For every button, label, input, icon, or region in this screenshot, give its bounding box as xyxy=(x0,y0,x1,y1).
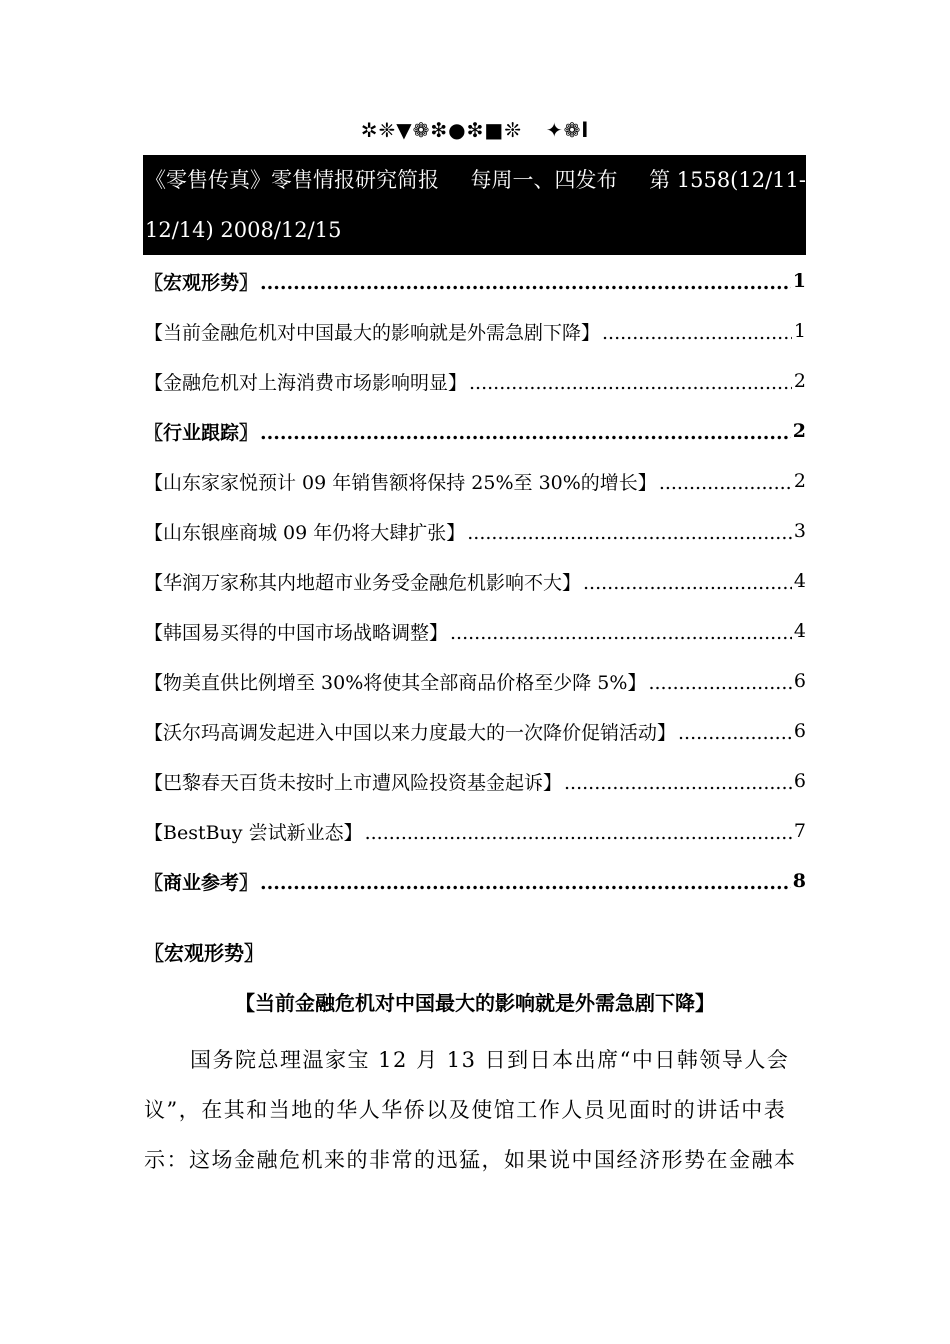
toc-entry-page: 4 xyxy=(793,570,806,592)
toc-entry[interactable] xyxy=(144,706,806,756)
toc-entry-page: 2 xyxy=(793,470,806,492)
banner-line-1 xyxy=(145,155,806,205)
article-title: 【当前金融危机对中国最大的影响就是外需急剧下降】 xyxy=(235,991,715,1015)
toc-entry[interactable] xyxy=(144,856,806,906)
toc-entry-label: 【巴黎春天百货未按时上市遭风险投资基金起诉】 xyxy=(144,771,563,794)
toc-entry-label: 【山东银座商城 09 年仍将大肆扩张】 xyxy=(144,521,466,544)
toc-entry-label: 【沃尔玛高调发起进入中国以来力度最大的一次降价促销活动】 xyxy=(144,721,677,744)
toc-entry[interactable] xyxy=(144,456,806,506)
issue-number: 第 1558(12/11- xyxy=(649,168,806,192)
toc-leader-dots xyxy=(583,572,792,594)
toc-entry[interactable] xyxy=(144,356,806,406)
toc-entry-label: 〖宏观形势〗 xyxy=(144,271,259,294)
toc-entry[interactable] xyxy=(144,756,806,806)
publication-frequency: 每周一、四发布 xyxy=(470,168,618,192)
toc-entry-label: 【当前金融危机对中国最大的影响就是外需急剧下降】 xyxy=(144,321,601,344)
banner-line-2 xyxy=(145,205,806,255)
body-line: 国务院总理温家宝 12 月 13 日到日本出席“中日韩领导人会 xyxy=(190,1048,790,1072)
toc-leader-dots xyxy=(260,872,791,894)
toc-entry[interactable] xyxy=(144,256,806,306)
toc-entry-page: 4 xyxy=(793,620,806,642)
toc-entry[interactable] xyxy=(144,606,806,656)
toc-entry[interactable] xyxy=(144,656,806,706)
toc-leader-dots xyxy=(450,622,792,644)
table-of-contents xyxy=(144,256,806,906)
toc-leader-dots xyxy=(678,722,792,744)
toc-entry-label: 〖行业跟踪〗 xyxy=(144,421,259,444)
toc-entry[interactable] xyxy=(144,806,806,856)
toc-entry-label: 【物美直供比例增至 30%将使其全部商品价格至少降 5%】 xyxy=(144,671,647,694)
toc-entry-page: 2 xyxy=(793,370,806,392)
toc-leader-dots xyxy=(648,672,791,694)
toc-leader-dots xyxy=(260,422,791,444)
article-body xyxy=(144,1035,806,1185)
section-heading: 〖宏观形势〗 xyxy=(144,941,264,965)
toc-entry-page: 1 xyxy=(792,270,806,292)
publication-banner xyxy=(143,155,806,255)
issue-date: 12/14) 2008/12/15 xyxy=(145,218,342,242)
toc-entry-page: 6 xyxy=(793,670,806,692)
toc-entry-page: 8 xyxy=(792,870,806,892)
header-symbols: ✲❈▼❁❇●❇■❊ ✦❁l xyxy=(360,118,590,142)
toc-leader-dots xyxy=(564,772,792,794)
toc-leader-dots xyxy=(365,822,792,844)
toc-entry-label: 〖商业参考〗 xyxy=(144,871,259,894)
toc-entry[interactable] xyxy=(144,506,806,556)
toc-entry[interactable] xyxy=(144,306,806,356)
toc-leader-dots xyxy=(659,472,792,494)
toc-entry-page: 6 xyxy=(793,720,806,742)
toc-leader-dots xyxy=(602,322,792,344)
toc-entry-page: 3 xyxy=(793,520,806,542)
toc-entry-page: 2 xyxy=(792,420,806,442)
toc-entry-page: 6 xyxy=(793,770,806,792)
toc-entry-label: 【韩国易买得的中国市场战略调整】 xyxy=(144,621,449,644)
toc-leader-dots xyxy=(467,522,792,544)
toc-entry-label: 【山东家家悦预计 09 年销售额将保持 25%至 30%的增长】 xyxy=(144,471,657,494)
toc-leader-dots xyxy=(469,372,792,394)
publication-name: 《零售传真》零售情报研究简报 xyxy=(145,168,439,192)
toc-entry-label: 【金融危机对上海消费市场影响明显】 xyxy=(144,371,468,394)
toc-entry[interactable] xyxy=(144,406,806,456)
toc-entry-label: 【BestBuy 尝试新业态】 xyxy=(144,821,363,844)
toc-entry-page: 1 xyxy=(793,320,806,342)
toc-leader-dots xyxy=(260,272,791,294)
toc-entry-label: 【华润万家称其内地超市业务受金融危机影响不大】 xyxy=(144,571,582,594)
toc-entry-page: 7 xyxy=(793,820,806,842)
body-line: 议”，在其和当地的华人华侨以及使馆工作人员见面时的讲话中表 xyxy=(144,1098,787,1122)
toc-entry[interactable] xyxy=(144,556,806,606)
body-line: 示：这场金融危机来的非常的迅猛，如果说中国经济形势在金融本 xyxy=(144,1148,797,1172)
